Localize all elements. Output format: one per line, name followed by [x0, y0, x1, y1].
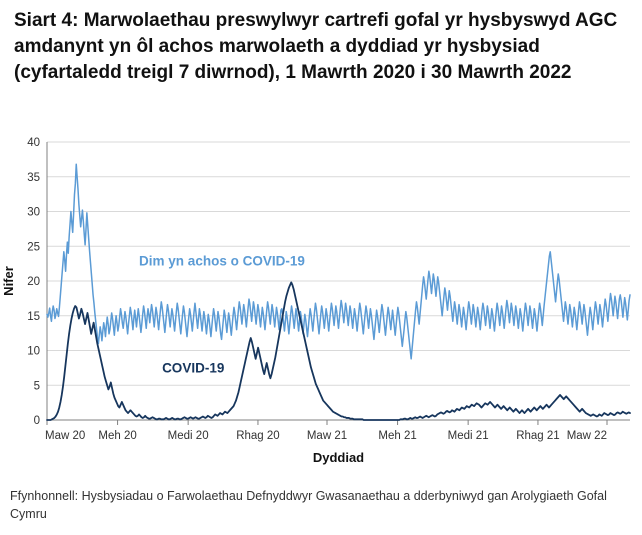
- x-tick-label: Maw 21: [306, 430, 348, 442]
- y-tick-label: 30: [27, 206, 40, 219]
- y-tick-label: 15: [27, 310, 40, 323]
- x-tick-label: Meh 21: [378, 430, 417, 442]
- line-chart: [0, 132, 642, 482]
- x-tick-label: Meh 20: [98, 430, 137, 442]
- series-annotation-label: Dim yn achos o COVID-19: [139, 253, 305, 269]
- series-annotation-label: COVID-19: [162, 360, 225, 376]
- x-tick-label: Medi 20: [167, 430, 209, 442]
- y-tick-label: 25: [27, 241, 40, 254]
- source-note: Ffynhonnell: Hysbysiadau o Farwolaethau Defnyddwyr Gwasanaethau a dderbyniwyd gan Arolygiaeth Gofal Cymru: [10, 489, 607, 521]
- page-title: Siart 4: Marwolaethau preswylwyr cartrefi gofal yr hysbyswyd AGC amdanynt yn ôl achos marwolaeth a dyddiad yr hysbysiad (cyfartaledd treigl 7 diwrnod), 1 Mawrth 2020 i 30 Mawrth 2022: [14, 10, 618, 83]
- series-line: [47, 282, 630, 420]
- y-tick-label: 40: [27, 137, 40, 149]
- series-line: [47, 164, 630, 359]
- y-axis-title: Nifer: [1, 266, 16, 296]
- x-axis-title: Dyddiad: [312, 450, 365, 465]
- x-tick-label: Maw 20: [45, 430, 86, 442]
- y-tick-label: 20: [27, 276, 40, 288]
- y-tick-label: 0: [33, 415, 40, 427]
- x-tick-label: Medi 21: [447, 430, 489, 442]
- y-tick-label: 10: [27, 345, 40, 358]
- y-tick-label: 5: [33, 380, 40, 393]
- chart-canvas: [0, 132, 642, 482]
- x-tick-label: Rhag 21: [516, 430, 560, 442]
- y-tick-label: 35: [27, 171, 40, 184]
- x-tick-label: Rhag 20: [236, 430, 280, 442]
- x-tick-label: Maw 22: [566, 430, 607, 442]
